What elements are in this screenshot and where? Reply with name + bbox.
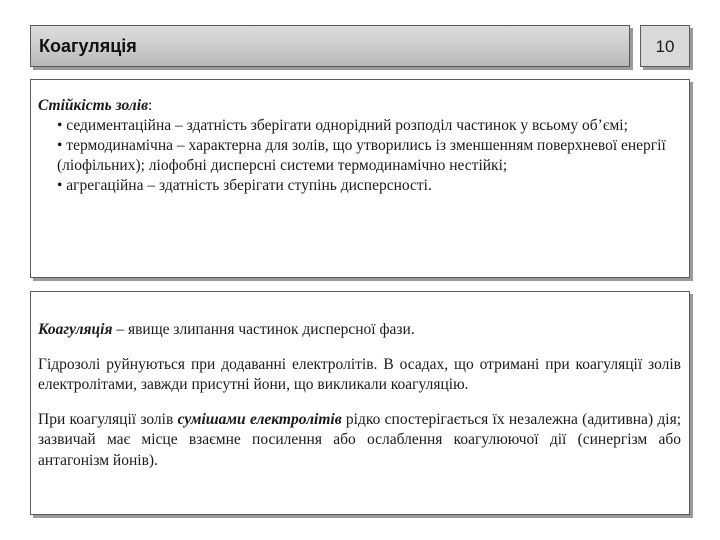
- hydrosol-paragraph: Гідрозолі руйнуються при додаванні електролітів. В осадах, що отримані при коагуляції золів електролітами, завжди присутні йони, що викликали коагуляцію.: [38, 355, 681, 393]
- mixture-paragraph-end: рідко спостерігається їх незалежна (адитивна) дія; зазвичай має місце взаємне посилення або ослаблення коагулюючої дії (синергізм або антагонізм йонів).: [38, 410, 682, 469]
- slide-title: Коагуляція: [39, 36, 137, 56]
- slide-header: [30, 25, 630, 67]
- stability-item-aggregation: • агрегаційна – здатність зберігати ступінь дисперсності.: [57, 177, 432, 194]
- stability-item-sedimentation: • седиментаційна – здатність зберігати однорідний розподіл частинок у всьому об’ємі;: [57, 117, 628, 134]
- stability-term: Стійкість золів: [38, 97, 148, 114]
- coagulation-definition-text: – явище злипання частинок дисперсної фази.: [112, 321, 415, 338]
- page-number: 10: [640, 25, 690, 67]
- mixture-term: сумішами електролітів: [177, 410, 342, 428]
- stability-panel: [30, 79, 690, 278]
- stability-heading: [38, 96, 681, 116]
- coagulation-panel: [30, 291, 690, 515]
- stability-item-thermodynamic: • термодинамічна – характерна для золів, що утворились із зменшенням поверхневої енергії (ліофільних); ліофобні дисперсні системи термодинамічно нестійкі;: [57, 137, 666, 174]
- mixture-paragraph: [38, 410, 681, 472]
- mixture-paragraph-start: При коагуляції золів: [38, 410, 178, 428]
- stability-term-suffix: :: [148, 97, 153, 114]
- coagulation-definition: [38, 320, 681, 341]
- coagulation-term: Коагуляція: [38, 321, 113, 338]
